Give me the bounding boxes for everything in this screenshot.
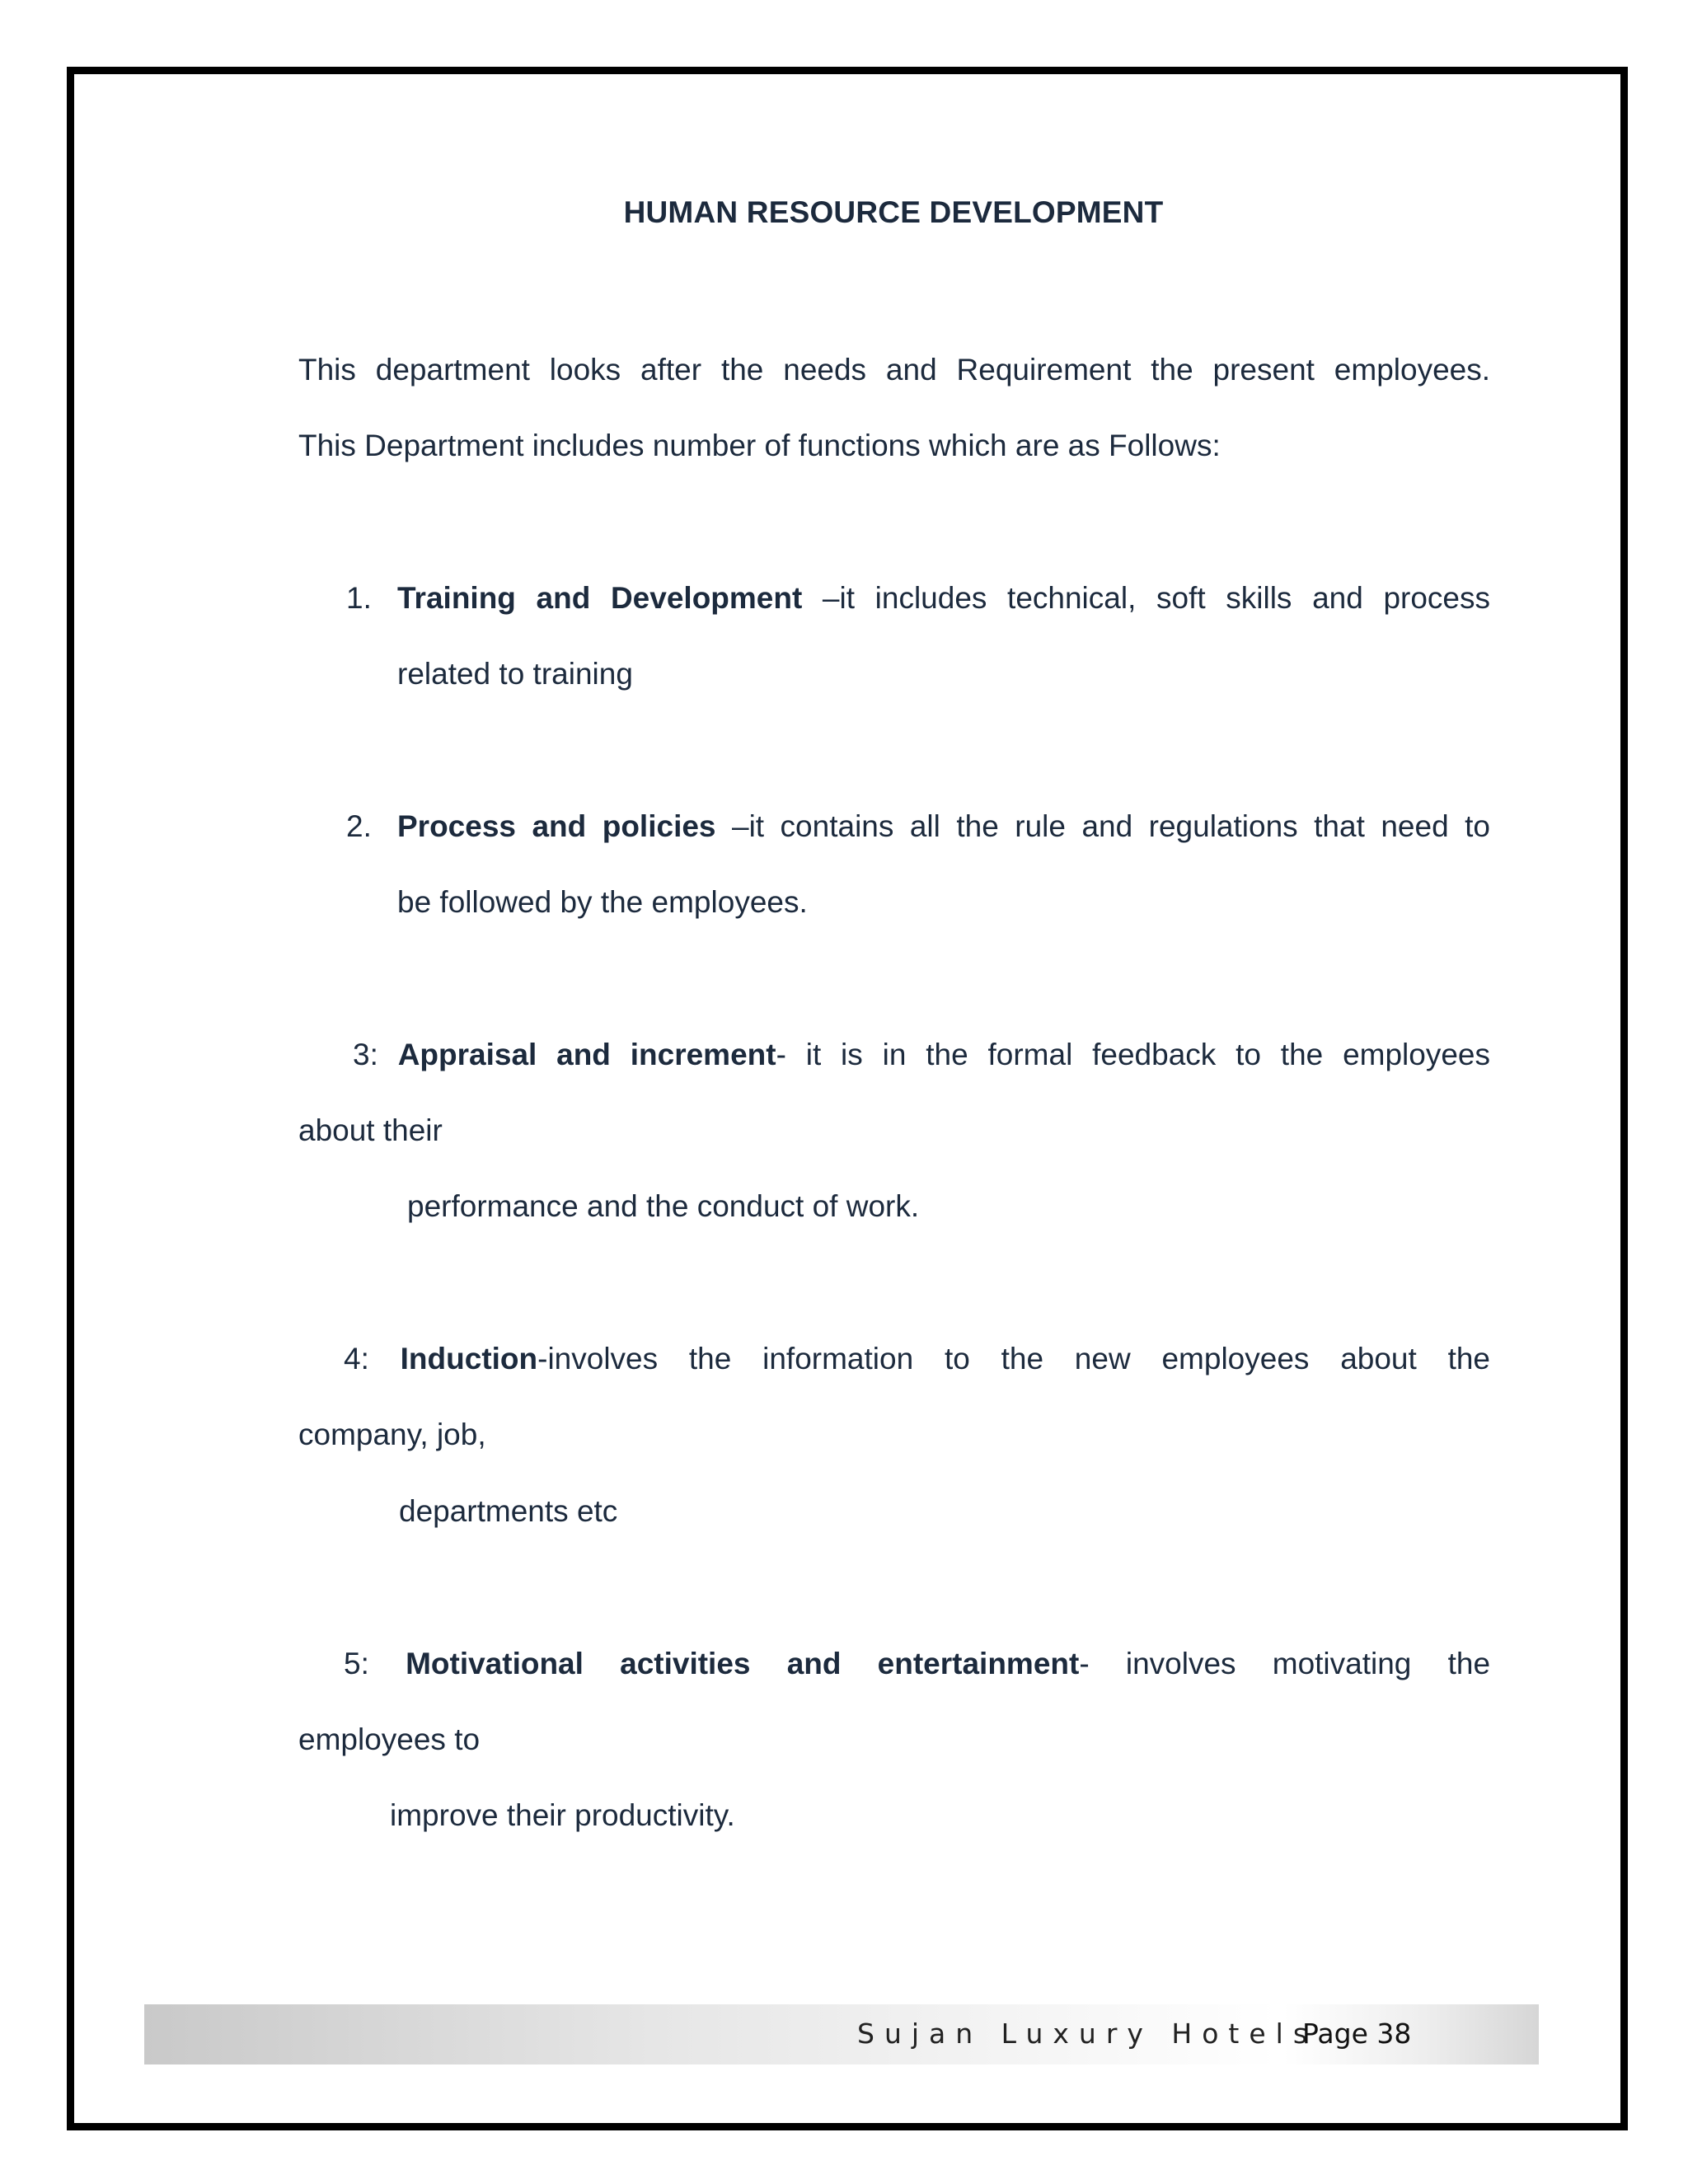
list-item-heading: Induction	[400, 1342, 538, 1376]
list-item-text: –it includes technical, soft skills and process	[802, 581, 1490, 615]
list-item-3-first-line	[353, 1037, 1490, 1073]
page-title: HUMAN RESOURCE DEVELOPMENT	[623, 195, 1164, 229]
list-item-continuation: company, job,	[298, 1418, 486, 1451]
list-item-continuation: related to training	[397, 657, 633, 691]
list-item-number: 4:	[344, 1342, 369, 1376]
footer-page-number: Page 38	[1302, 2018, 1412, 2050]
list-item-number: 3:	[353, 1038, 378, 1071]
list-item-number: 5:	[344, 1647, 369, 1680]
list-item-number: 2.	[346, 809, 372, 843]
list-item-number: 1.	[346, 581, 372, 615]
list-item-continuation: departments etc	[399, 1494, 618, 1528]
list-item-heading: Process and policies	[397, 809, 716, 843]
list-item-4-first-line	[344, 1341, 1490, 1377]
list-item-text: –it contains all the rule and regulations that need to	[715, 809, 1490, 843]
list-item-continuation: be followed by the employees.	[397, 885, 808, 919]
list-item-text: - involves motivating the	[1079, 1647, 1491, 1680]
list-item-text: -involves the information to the new employees about the	[537, 1342, 1491, 1376]
intro-line-2: This Department includes number of functions which are as Follows:	[298, 429, 1221, 462]
list-item-text: - it is in the formal feedback to the employees	[776, 1038, 1490, 1071]
list-item-heading: Appraisal and increment	[397, 1038, 776, 1071]
list-item-heading: Motivational activities and entertainment	[406, 1647, 1080, 1680]
list-item-continuation: performance and the conduct of work.	[407, 1189, 920, 1223]
list-item-1-first-line	[397, 580, 1490, 616]
intro-line-1: This department looks after the needs and Requirement the present employees.	[298, 353, 1490, 387]
list-item-2-first-line	[397, 808, 1490, 845]
list-item-5-first-line	[344, 1646, 1490, 1682]
list-item-continuation: improve their productivity.	[390, 1798, 735, 1832]
list-item-continuation: about their	[298, 1113, 443, 1147]
footer-company-name: Sujan Luxury Hotels	[857, 2018, 1318, 2050]
list-item-heading: Training and Development	[397, 581, 803, 615]
list-item-continuation: employees to	[298, 1722, 481, 1756]
